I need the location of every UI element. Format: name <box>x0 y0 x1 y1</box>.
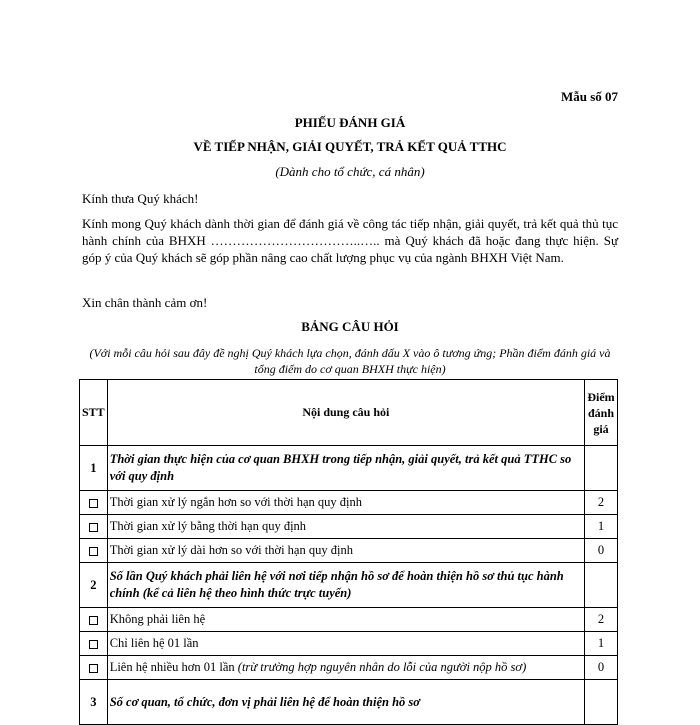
question-score-cell <box>585 680 618 725</box>
option-row <box>80 632 618 656</box>
form-title: PHIẾU ĐÁNH GIÁ <box>294 115 406 130</box>
option-score: 0 <box>585 656 618 680</box>
question-row <box>80 680 618 725</box>
header-content: Nội dung câu hỏi <box>107 380 584 446</box>
greeting: Kính thưa Quý khách! <box>82 191 199 206</box>
question-score-cell <box>585 446 618 491</box>
header-stt: STT <box>80 380 108 446</box>
question-text: Số lần Quý khách phải liên hệ với nơi tiếp nhận hồ sơ để hoàn thiện hồ sơ thủ tục hành chính (kể cả liên hệ theo hình thức trực tuyến) <box>107 563 584 608</box>
option-label: Thời gian xử lý ngắn hơn so với thời hạn quy định <box>107 491 584 515</box>
option-row <box>80 491 618 515</box>
option-note: (trừ trường hợp nguyên nhân do lỗi của người nộp hồ sơ) <box>237 660 527 674</box>
option-row <box>80 608 618 632</box>
checkbox-icon[interactable] <box>89 616 98 625</box>
option-score: 1 <box>585 515 618 539</box>
thanks-line: Xin chân thành cảm ơn! <box>82 295 208 310</box>
option-checkbox-cell[interactable] <box>80 539 108 563</box>
question-number: 3 <box>80 680 108 725</box>
checkbox-icon[interactable] <box>89 499 98 508</box>
header-score-line3: giá <box>593 421 609 436</box>
option-checkbox-cell[interactable] <box>80 608 108 632</box>
checkbox-icon[interactable] <box>89 547 98 556</box>
table-title: BẢNG CÂU HỎI <box>301 319 399 334</box>
intro-paragraph: Kính mong Quý khách dành thời gian để đánh giá về công tác tiếp nhận, giải quyết, trả kết quả thủ tục hành chính của BHXH ……………………………..….. mà Quý khách đã hoặc đang thực hiện. Sự góp ý của Quý khách sẽ góp phần nâng cao chất lượng phục vụ của ngành BHXH Việt Nam. <box>82 216 618 265</box>
option-label <box>107 656 584 680</box>
option-label: Thời gian xử lý bằng thời hạn quy định <box>107 515 584 539</box>
option-label: Chỉ liên hệ 01 lần <box>107 632 584 656</box>
option-score: 0 <box>585 539 618 563</box>
option-checkbox-cell[interactable] <box>80 515 108 539</box>
option-score: 2 <box>585 608 618 632</box>
option-row <box>80 656 618 680</box>
option-label-text: Liên hệ nhiều hơn 01 lần <box>109 660 235 674</box>
question-number: 1 <box>80 446 108 491</box>
question-row <box>80 563 618 608</box>
option-row <box>80 539 618 563</box>
question-number: 2 <box>80 563 108 608</box>
checkbox-icon[interactable] <box>89 664 98 673</box>
checkbox-icon[interactable] <box>89 523 98 532</box>
header-score-line2: đánh <box>587 405 615 420</box>
form-subtitle: (Dành cho tổ chức, cá nhân) <box>275 164 425 179</box>
question-text: Số cơ quan, tổ chức, đơn vị phải liên hệ để hoàn thiện hồ sơ <box>107 680 584 725</box>
question-text: Thời gian thực hiện của cơ quan BHXH trong tiếp nhận, giải quyết, trả kết quả TTHC so với quy định <box>107 446 584 491</box>
option-score: 2 <box>585 491 618 515</box>
option-checkbox-cell[interactable] <box>80 656 108 680</box>
question-score-cell <box>585 563 618 608</box>
option-row <box>80 515 618 539</box>
table-note: (Với mỗi câu hỏi sau đây đề nghị Quý khách lựa chọn, đánh dấu X vào ô tương ứng; Phần điểm đánh giá và tổng điểm do cơ quan BHXH thực hiện) <box>89 346 611 376</box>
questionnaire-table <box>79 379 618 725</box>
checkbox-icon[interactable] <box>89 640 98 649</box>
form-number: Mẫu số 07 <box>560 89 618 104</box>
header-score-line1: Điểm <box>587 389 615 404</box>
option-checkbox-cell[interactable] <box>80 632 108 656</box>
option-label: Thời gian xử lý dài hơn so với thời hạn quy định <box>107 539 584 563</box>
table-header-row <box>80 380 618 446</box>
option-label: Không phải liên hệ <box>107 608 584 632</box>
header-score <box>585 380 618 446</box>
form-title-line2: VỀ TIẾP NHẬN, GIẢI QUYẾT, TRẢ KẾT QUẢ TTHC <box>193 139 507 154</box>
question-row <box>80 446 618 491</box>
option-score: 1 <box>585 632 618 656</box>
option-checkbox-cell[interactable] <box>80 491 108 515</box>
